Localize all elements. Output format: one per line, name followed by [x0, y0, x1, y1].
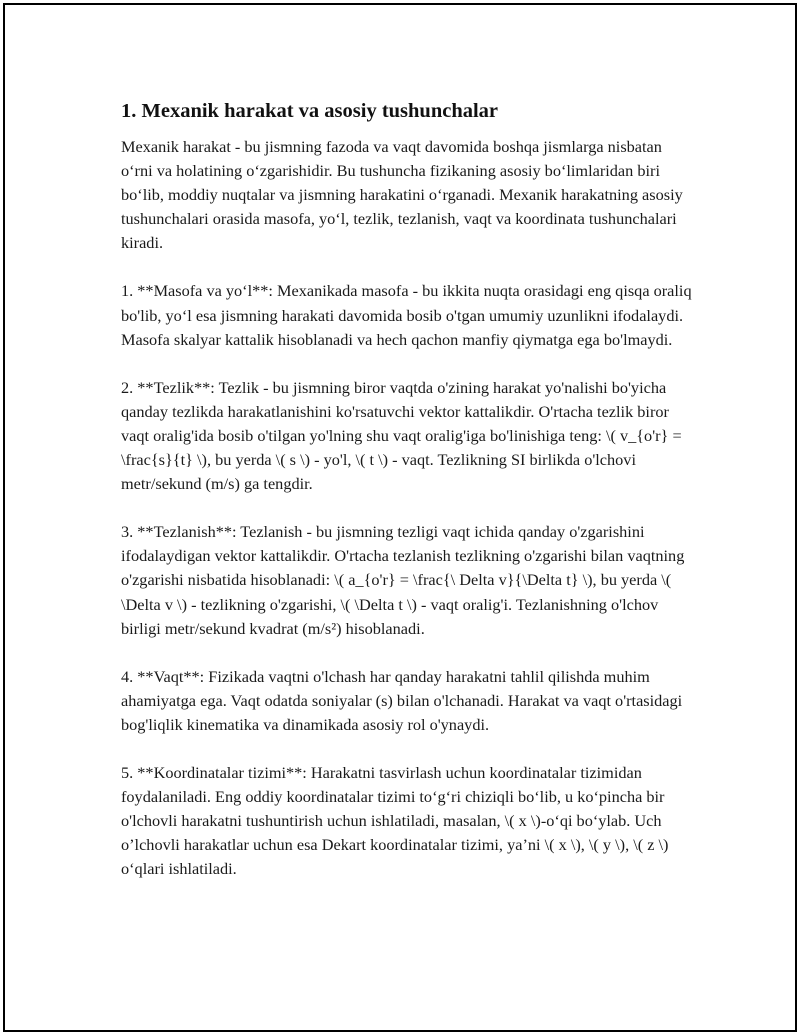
paragraph-time: 4. **Vaqt**: Fizikada vaqtni o'lchash har qanday harakatni tahlil qilishda muhim ahamiyatga ega. Vaqt odatda soniyalar (s) bilan o'lchanadi. Harakat va vaqt o'rtasidagi bog'liqlik kinematika va dinamikada asosiy rol o'ynaydi.	[121, 666, 683, 734]
document-body	[121, 97, 695, 881]
document-page	[3, 3, 797, 1032]
paragraph-distance: 1. **Masofa va yo‘l**: Mexanikada masofa - bu ikkita nuqta orasidagi eng qisqa oraliq bo'lib, yo‘l esa jismning harakati davomida bosib o'tgan umumiy uzunlikni ifodalaydi. Masofa skalyar kattalik hisoblanadi va hech qachon manfiy qiymatga ega bo'lmaydi.	[121, 281, 692, 349]
paragraph-acceleration: 3. **Tezlanish**: Tezlanish - bu jismning tezligi vaqt ichida qanday o'zgarishini ifodalaydigan vektor kattalikdir. O'rtacha tezlanish tezlikning o'zgarishi bilan vaqtning o'zgarishi nisbatida hisoblanadi: \( a_{o'r} = \frac{\ Delta v}{\Delta t} \), bu yerda \( \Delta v \) - tezlikning o'zgarishi, \( \Delta t \) - vaqt oralig'i. Tezlanishning o'lchov birligi metr/sekund kvadrat (m/s²) hisoblanadi.	[121, 522, 685, 638]
paragraph-velocity: 2. **Tezlik**: Tezlik - bu jismning biror vaqtda o'zining harakat yo'nalishi bo'yicha qanday tezlikda harakatlanishini ko'rsatuvchi vektor kattalikdir. O'rtacha tezlik biror vaqt oralig'ida bosib o'tilgan yo'lning shu vaqt oralig'iga bo'linishiga teng: \( v_{o'r} = \frac{s}{t} \), bu yerda \( s \) - yo'l, \( t \) - vaqt. Tezlikning SI birlikda o'lchovi metr/sekund (m/s) ga tengdir.	[121, 377, 682, 494]
intro-paragraph: Mexanik harakat - bu jismning fazoda va vaqt davomida boshqa jismlarga nisbatan o‘rni va holatining o‘zgarishidir. Bu tushuncha fizikaning asosiy bo‘limlaridan biri bo‘lib, moddiy nuqtalar va jismning harakatini o‘rganadi. Mexanik harakatning asosiy tushunchalari orasida masofa, yo‘l, tezlik, tezlanish, vaqt va koordinata tushunchalari kiradi.	[121, 137, 683, 253]
document-title: 1. Mexanik harakat va asosiy tushunchalar	[121, 100, 499, 122]
paragraph-coordinates: 5. **Koordinatalar tizimi**: Harakatni tasvirlash uchun koordinatalar tizimidan foydalaniladi. Eng oddiy koordinatalar tizimi to‘g‘ri chiziqli bo‘lib, u ko‘pincha bir o'lchovli harakatni tushuntirish uchun ishlatiladi, masalan, \( x \)-o‘qi bo‘ylab. Uch o’lchovli harakatlar uchun esa Dekart koordinatalar tizimi, ya’ni \( x \), \( y \), \( z \) o‘qlari ishlatiladi.	[121, 762, 669, 879]
